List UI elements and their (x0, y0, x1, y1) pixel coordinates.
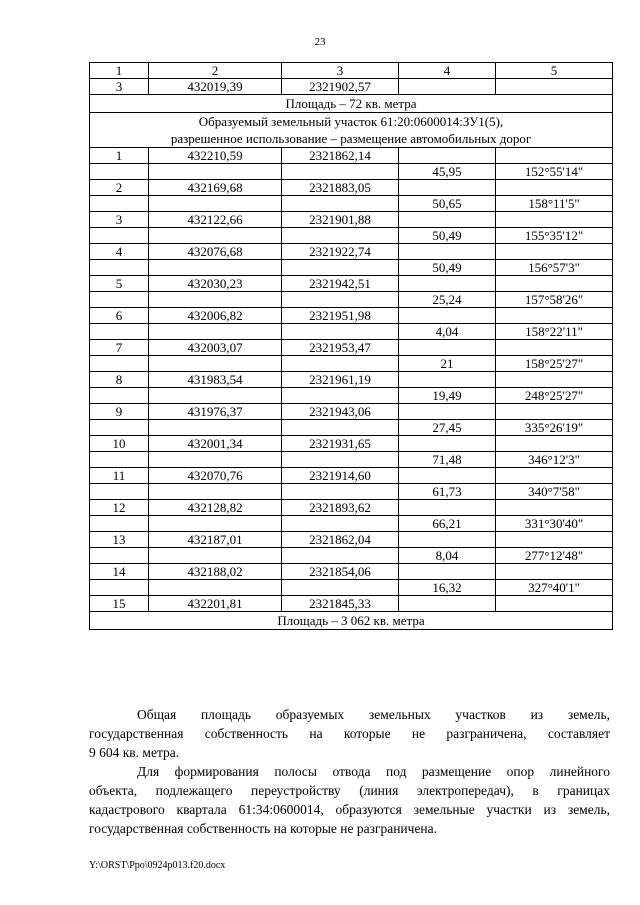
coord-y (282, 452, 399, 468)
point-number: 3 (90, 212, 149, 228)
angle (496, 532, 613, 548)
table-row (90, 244, 613, 260)
coord-y: 2321951,98 (282, 308, 399, 324)
angle: 158°11'5" (496, 196, 613, 212)
coord-x: 432019,39 (149, 79, 282, 95)
coord-y (282, 196, 399, 212)
table-row (90, 404, 613, 420)
distance (399, 404, 496, 420)
point-number (90, 516, 149, 532)
coord-y: 2321961,19 (282, 372, 399, 388)
coord-x: 431976,37 (149, 404, 282, 420)
segment-row (90, 452, 613, 468)
point-number (90, 292, 149, 308)
angle (496, 340, 613, 356)
coord-x (149, 196, 282, 212)
paragraph-line: государственная собственность на которые не разграничена. (89, 821, 438, 836)
coord-x (149, 580, 282, 596)
paragraph-strip-formation (89, 762, 610, 838)
angle (496, 180, 613, 196)
distance: 50,65 (399, 196, 496, 212)
angle: 157°58'26" (496, 292, 613, 308)
coord-x (149, 228, 282, 244)
coord-y (282, 516, 399, 532)
point-number: 11 (90, 468, 149, 484)
angle: 158°22'11" (496, 324, 613, 340)
distance (399, 596, 496, 612)
table-row (90, 596, 613, 612)
coord-y: 2321922,74 (282, 244, 399, 260)
coord-x: 432003,07 (149, 340, 282, 356)
distance: 66,21 (399, 516, 496, 532)
table-row (90, 212, 613, 228)
area-total-1: Площадь – 72 кв. метра (90, 95, 613, 113)
coord-x: 432122,66 (149, 212, 282, 228)
point-number: 6 (90, 308, 149, 324)
distance (399, 148, 496, 164)
coord-y: 2321883,05 (282, 180, 399, 196)
table-row (90, 500, 613, 516)
table-header-row (90, 63, 613, 79)
distance: 19,49 (399, 388, 496, 404)
parcel-title-line2: разрешенное использование – размещение автомобильных дорог (170, 131, 532, 146)
segment-row (90, 324, 613, 340)
segment-row (90, 420, 613, 436)
table-row (90, 564, 613, 580)
table-row (90, 532, 613, 548)
area-total-2: Площадь – 3 062 кв. метра (90, 612, 613, 630)
distance (399, 308, 496, 324)
point-number (90, 388, 149, 404)
coord-x (149, 420, 282, 436)
distance: 61,73 (399, 484, 496, 500)
table-row (90, 180, 613, 196)
segment-row (90, 388, 613, 404)
point-number: 2 (90, 180, 149, 196)
segment-row (90, 484, 613, 500)
header-cell: 3 (282, 63, 399, 79)
coord-x: 432076,68 (149, 244, 282, 260)
paragraph-line: 9 604 кв. метра. (89, 745, 180, 760)
coord-y (282, 324, 399, 340)
coord-y: 2321914,60 (282, 468, 399, 484)
distance: 21 (399, 356, 496, 372)
coord-y (282, 260, 399, 276)
coord-y (282, 228, 399, 244)
angle (496, 500, 613, 516)
coord-x (149, 324, 282, 340)
area-row (90, 95, 613, 113)
coord-y (282, 388, 399, 404)
distance (399, 276, 496, 292)
header-cell: 2 (149, 63, 282, 79)
distance: 25,24 (399, 292, 496, 308)
angle: 340°7'58" (496, 484, 613, 500)
distance: 50,49 (399, 260, 496, 276)
footer-file-path: Y:\ORST\Ppo\0924p013.f20.docx (89, 860, 226, 871)
paragraph-line: кадастрового квартала 61:34:0600014, образуются земельные участки из земель, (89, 802, 610, 817)
point-number: 1 (90, 148, 149, 164)
point-number: 5 (90, 276, 149, 292)
parcel-title-row (90, 113, 613, 148)
header-cell: 1 (90, 63, 149, 79)
point-number (90, 580, 149, 596)
point-number: 10 (90, 436, 149, 452)
table-row (90, 340, 613, 356)
segment-row (90, 260, 613, 276)
distance (399, 500, 496, 516)
coord-y (282, 164, 399, 180)
distance (399, 436, 496, 452)
distance (399, 372, 496, 388)
point-number (90, 484, 149, 500)
angle (496, 468, 613, 484)
angle: 346°12'3" (496, 452, 613, 468)
point-number: 13 (90, 532, 149, 548)
header-cell: 5 (496, 63, 613, 79)
table-row (90, 372, 613, 388)
coord-x: 431983,54 (149, 372, 282, 388)
point-number: 7 (90, 340, 149, 356)
segment-row (90, 356, 613, 372)
point-number (90, 356, 149, 372)
coord-x: 432210,59 (149, 148, 282, 164)
distance: 16,32 (399, 580, 496, 596)
coord-y (282, 292, 399, 308)
segment-row (90, 580, 613, 596)
parcel-title (90, 113, 613, 148)
coord-y: 2321943,06 (282, 404, 399, 420)
segment-row (90, 196, 613, 212)
distance: 27,45 (399, 420, 496, 436)
point-number (90, 228, 149, 244)
coord-x: 432169,68 (149, 180, 282, 196)
angle (496, 212, 613, 228)
segment-row (90, 516, 613, 532)
angle: 331°30'40" (496, 516, 613, 532)
angle (496, 308, 613, 324)
distance (399, 244, 496, 260)
table-row (90, 308, 613, 324)
coord-x (149, 292, 282, 308)
coord-y: 2321901,88 (282, 212, 399, 228)
angle: 158°25'27" (496, 356, 613, 372)
table-row (90, 79, 613, 95)
angle (496, 372, 613, 388)
point-number: 4 (90, 244, 149, 260)
segment-row (90, 164, 613, 180)
coord-y: 2321902,57 (282, 79, 399, 95)
point-number: 3 (90, 79, 149, 95)
coord-x: 432070,76 (149, 468, 282, 484)
coord-y: 2321854,06 (282, 564, 399, 580)
point-number: 8 (90, 372, 149, 388)
coord-x: 432201,81 (149, 596, 282, 612)
angle (496, 564, 613, 580)
coord-x (149, 452, 282, 468)
distance: 50,49 (399, 228, 496, 244)
coord-y: 2321862,14 (282, 148, 399, 164)
point-number (90, 260, 149, 276)
angle (496, 148, 613, 164)
angle: 327°40'1" (496, 580, 613, 596)
distance: 45,95 (399, 164, 496, 180)
coord-y: 2321942,51 (282, 276, 399, 292)
point-number (90, 420, 149, 436)
angle: 277°12'48" (496, 548, 613, 564)
paragraph-line: Общая площадь образуемых земельных участков из земель, (137, 707, 610, 722)
distance (399, 79, 496, 95)
distance (399, 564, 496, 580)
area-row (90, 612, 613, 630)
coord-x (149, 484, 282, 500)
coord-x: 432001,34 (149, 436, 282, 452)
table-row (90, 148, 613, 164)
coord-x: 432128,82 (149, 500, 282, 516)
distance: 71,48 (399, 452, 496, 468)
table-row (90, 436, 613, 452)
paragraph-line: объекта, подлежащего переустройству (линия электропередач), в границах (89, 783, 610, 798)
point-number: 9 (90, 404, 149, 420)
segment-row (90, 548, 613, 564)
angle: 335°26'19" (496, 420, 613, 436)
distance (399, 212, 496, 228)
distance: 4,04 (399, 324, 496, 340)
coord-x (149, 164, 282, 180)
coord-x (149, 516, 282, 532)
point-number (90, 452, 149, 468)
angle: 155°35'12" (496, 228, 613, 244)
coordinates-table (89, 62, 613, 630)
paragraph-line: Для формирования полосы отвода под размещение опор линейного (137, 764, 610, 779)
coord-x (149, 260, 282, 276)
coord-y: 2321845,33 (282, 596, 399, 612)
distance (399, 532, 496, 548)
coord-y: 2321953,47 (282, 340, 399, 356)
point-number (90, 196, 149, 212)
point-number: 14 (90, 564, 149, 580)
table-row (90, 276, 613, 292)
coord-y (282, 548, 399, 564)
coord-x (149, 548, 282, 564)
coord-x: 432187,01 (149, 532, 282, 548)
angle (496, 276, 613, 292)
parcel-title-line1: Образуемый земельный участок 61:20:0600014:ЗУ1(5), (198, 114, 504, 129)
segment-row (90, 292, 613, 308)
distance (399, 180, 496, 196)
point-number: 15 (90, 596, 149, 612)
distance: 8,04 (399, 548, 496, 564)
distance (399, 468, 496, 484)
angle: 152°55'14" (496, 164, 613, 180)
coord-y: 2321931,65 (282, 436, 399, 452)
point-number (90, 324, 149, 340)
angle: 156°57'3" (496, 260, 613, 276)
point-number: 12 (90, 500, 149, 516)
page-number: 23 (314, 36, 326, 48)
coord-x: 432188,02 (149, 564, 282, 580)
coord-y (282, 356, 399, 372)
coord-y (282, 420, 399, 436)
coord-y: 2321893,62 (282, 500, 399, 516)
coord-x (149, 356, 282, 372)
coord-x (149, 388, 282, 404)
angle (496, 596, 613, 612)
angle (496, 404, 613, 420)
header-cell: 4 (399, 63, 496, 79)
angle (496, 436, 613, 452)
angle (496, 244, 613, 260)
distance (399, 340, 496, 356)
paragraph-total-area (89, 705, 610, 762)
angle: 248°25'27" (496, 388, 613, 404)
coord-y (282, 484, 399, 500)
coord-y: 2321862,04 (282, 532, 399, 548)
coord-x: 432006,82 (149, 308, 282, 324)
paragraph-line: государственная собственность на которые не разграничена, составляет (89, 726, 610, 741)
point-number (90, 548, 149, 564)
angle (496, 79, 613, 95)
segment-row (90, 228, 613, 244)
coord-x: 432030,23 (149, 276, 282, 292)
coord-y (282, 580, 399, 596)
table-row (90, 468, 613, 484)
point-number (90, 164, 149, 180)
